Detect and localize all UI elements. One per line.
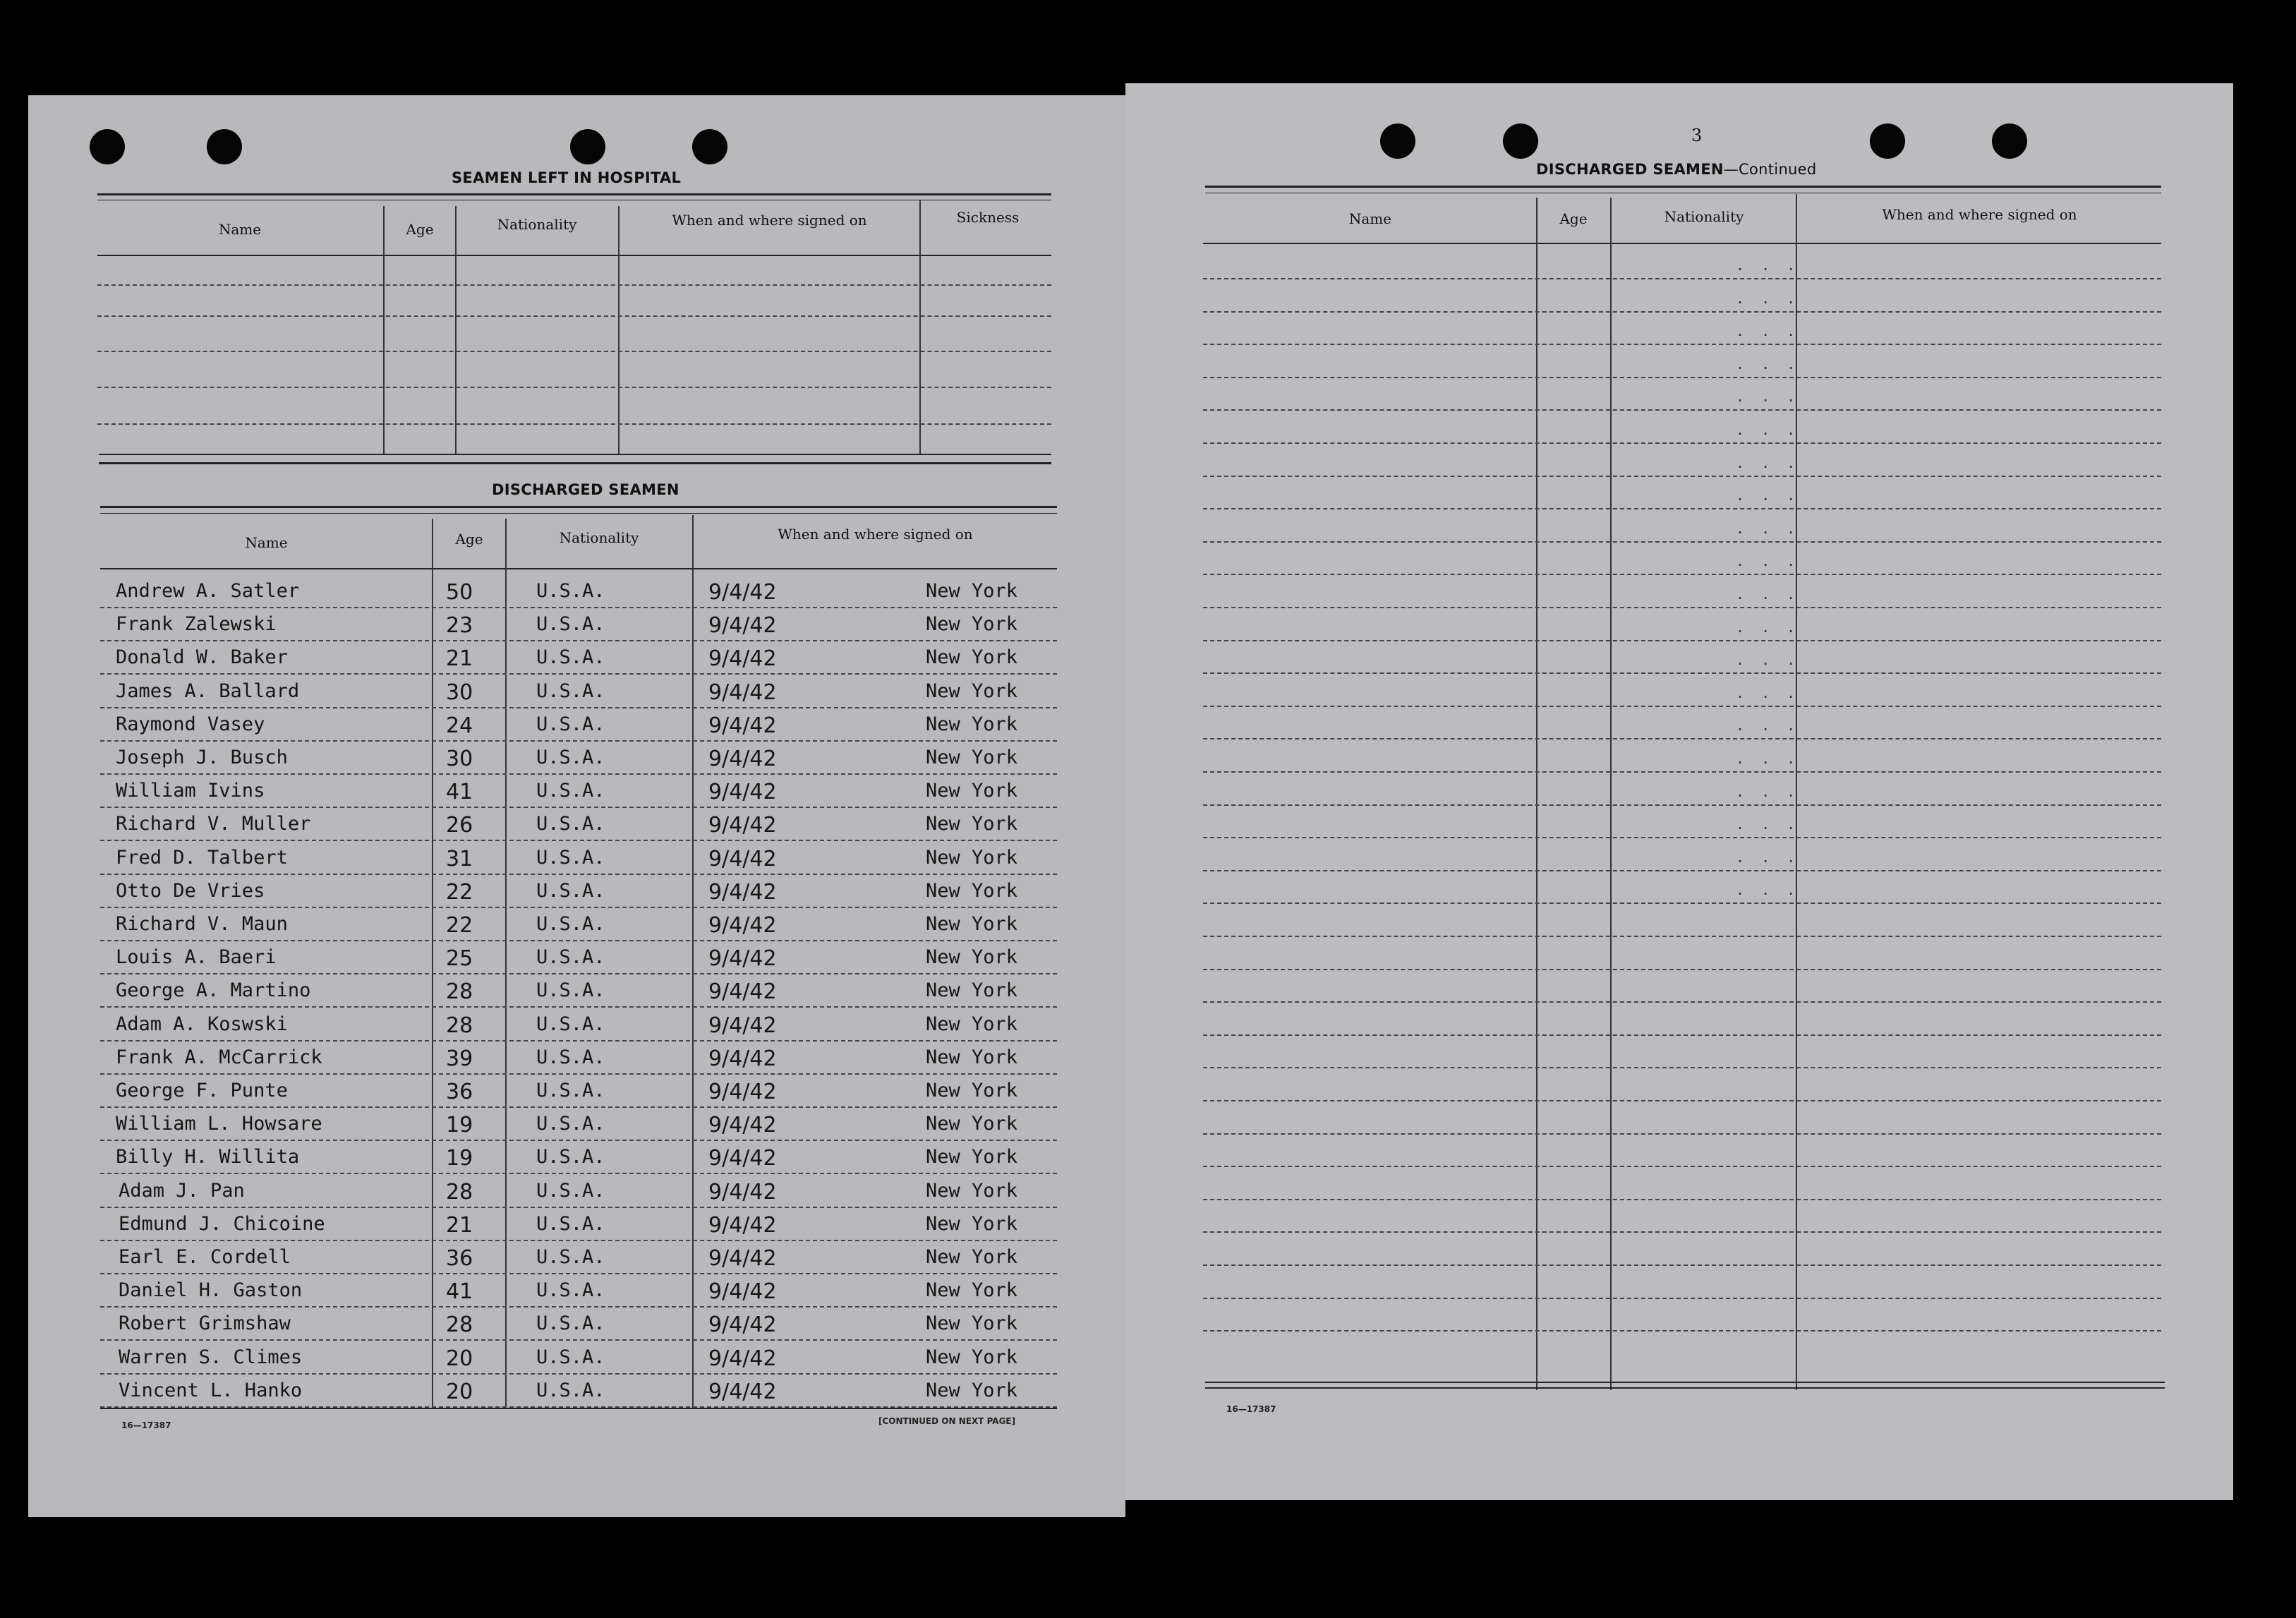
- seaman-signed-place: New York: [926, 979, 1018, 1001]
- seaman-nationality: U.S.A.: [536, 1346, 605, 1368]
- table-row-line: [1203, 1330, 2161, 1332]
- table-row-line: [1203, 771, 2161, 773]
- seaman-name: Warren S. Climes: [119, 1346, 303, 1368]
- ditto-marks: . . .: [1736, 816, 1800, 833]
- seaman-signed-place: New York: [926, 780, 1018, 802]
- seaman-signed-place: New York: [926, 913, 1018, 935]
- punch-hole: [692, 129, 727, 164]
- seaman-age: 22: [446, 913, 473, 938]
- seaman-age: 22: [446, 880, 473, 905]
- right-form-number: 16—17387: [1226, 1404, 1276, 1414]
- table-row-line: [100, 1373, 1057, 1375]
- table-row-line: [1203, 1133, 2161, 1135]
- seaman-signed-date: 9/4/42: [708, 1046, 777, 1071]
- right-section-title: [1536, 161, 1817, 178]
- seaman-nationality: U.S.A.: [536, 880, 605, 902]
- discharged-top-rule-thin: [100, 513, 1057, 514]
- seaman-name: Frank Zalewski: [116, 613, 277, 635]
- seaman-signed-place: New York: [926, 1346, 1018, 1368]
- seaman-nationality: U.S.A.: [536, 747, 605, 768]
- punch-hole: [1503, 123, 1538, 159]
- seaman-nationality: U.S.A.: [536, 979, 605, 1001]
- seaman-age: 28: [446, 1312, 473, 1337]
- table-row-line: [1203, 837, 2161, 838]
- discharged-bottom-rule: [100, 1408, 1057, 1409]
- seaman-age: 21: [446, 646, 473, 671]
- hospital-col-signed-on: When and where signed on: [672, 212, 867, 229]
- seaman-name: Vincent L. Hanko: [119, 1379, 303, 1401]
- discharged-col-name: Name: [245, 534, 288, 551]
- seaman-signed-date: 9/4/42: [708, 646, 777, 671]
- seaman-age: 28: [446, 1180, 473, 1205]
- ditto-marks: . . .: [1736, 849, 1800, 866]
- seaman-signed-place: New York: [926, 1379, 1018, 1401]
- seaman-signed-place: New York: [926, 847, 1018, 869]
- table-row-line: [100, 907, 1057, 908]
- seaman-signed-place: New York: [926, 1213, 1018, 1235]
- right-bottom-rule-2: [1205, 1387, 2165, 1389]
- table-row-line: [100, 840, 1057, 841]
- table-row-line: [1203, 1298, 2161, 1299]
- seaman-name: Earl E. Cordell: [119, 1246, 291, 1268]
- seaman-signed-place: New York: [926, 1180, 1018, 1202]
- seaman-signed-place: New York: [926, 880, 1018, 902]
- table-row-line: [100, 673, 1057, 675]
- seaman-age: 39: [446, 1046, 473, 1071]
- seaman-age: 24: [446, 713, 473, 738]
- table-row-line: [1203, 1100, 2161, 1101]
- punch-hole: [1380, 123, 1415, 159]
- seaman-name: Frank A. McCarrick: [116, 1046, 322, 1068]
- ditto-marks: . . .: [1736, 356, 1800, 373]
- seaman-age: 19: [446, 1146, 473, 1171]
- seaman-signed-date: 9/4/42: [708, 1146, 777, 1171]
- seaman-nationality: U.S.A.: [536, 580, 605, 602]
- discharged-top-rule: [100, 506, 1057, 508]
- seaman-signed-date: 9/4/42: [708, 747, 777, 771]
- seaman-name: George F. Punte: [116, 1080, 288, 1101]
- seaman-signed-place: New York: [926, 946, 1018, 968]
- seaman-name: George A. Martino: [116, 979, 311, 1001]
- discharged-col-nationality: Nationality: [559, 529, 639, 546]
- table-row-line: [1203, 607, 2161, 608]
- table-row-line: [100, 773, 1057, 775]
- seaman-name: Richard V. Maun: [116, 913, 288, 935]
- seaman-signed-place: New York: [926, 1013, 1018, 1035]
- page-number: 3: [1691, 126, 1703, 145]
- seaman-nationality: U.S.A.: [536, 813, 605, 835]
- seaman-nationality: U.S.A.: [536, 847, 605, 869]
- discharged-divider: [432, 519, 433, 1409]
- right-title-main: DISCHARGED SEAMEN: [1536, 161, 1724, 178]
- table-row-line: [100, 1207, 1057, 1208]
- hospital-divider: [383, 206, 385, 454]
- seaman-signed-date: 9/4/42: [708, 1346, 777, 1371]
- table-row-line: [1203, 706, 2161, 707]
- hospital-row-line: [97, 387, 1051, 388]
- seaman-signed-place: New York: [926, 613, 1018, 635]
- table-row-line: [100, 807, 1057, 808]
- ditto-marks: . . .: [1736, 487, 1800, 504]
- discharged-col-age: Age: [455, 531, 483, 548]
- table-row-line: [100, 874, 1057, 875]
- table-row-line: [1203, 344, 2161, 345]
- seaman-signed-date: 9/4/42: [708, 847, 777, 871]
- seaman-signed-place: New York: [926, 646, 1018, 668]
- seaman-nationality: U.S.A.: [536, 946, 605, 968]
- table-row-line: [100, 1306, 1057, 1308]
- ditto-marks: . . .: [1736, 520, 1800, 537]
- hospital-row-line: [97, 351, 1051, 352]
- ditto-marks: . . .: [1736, 454, 1800, 471]
- right-page: [1125, 83, 2233, 1500]
- right-header-rule: [1203, 243, 2161, 244]
- seaman-age: 20: [446, 1346, 473, 1371]
- discharged-divider: [505, 519, 507, 1409]
- ditto-marks: . . .: [1736, 717, 1800, 734]
- table-row-line: [1203, 1001, 2161, 1003]
- hospital-col-name: Name: [218, 221, 262, 238]
- seaman-signed-date: 9/4/42: [708, 1013, 777, 1038]
- seaman-signed-date: 9/4/42: [708, 680, 777, 705]
- left-form-number: 16—17387: [121, 1420, 171, 1430]
- table-row-line: [1203, 936, 2161, 937]
- ditto-marks: . . .: [1736, 619, 1800, 636]
- hospital-divider: [919, 200, 921, 454]
- table-row-line: [100, 1173, 1057, 1174]
- table-row-line: [100, 1339, 1057, 1341]
- table-row-line: [1203, 1264, 2161, 1266]
- punch-hole: [570, 129, 605, 164]
- seaman-nationality: U.S.A.: [536, 646, 605, 668]
- seaman-age: 23: [446, 613, 473, 638]
- right-col-name: Name: [1348, 210, 1392, 227]
- continued-note: [CONTINUED ON NEXT PAGE]: [878, 1416, 1016, 1426]
- table-row-line: [1203, 1231, 2161, 1233]
- right-col-age: Age: [1559, 210, 1588, 227]
- punch-hole: [207, 129, 242, 164]
- table-row-line: [100, 973, 1057, 974]
- table-row-line: [1203, 377, 2161, 378]
- table-row-line: [100, 640, 1057, 641]
- right-col-signed-on: When and where signed on: [1882, 206, 2077, 223]
- table-row-line: [1203, 738, 2161, 739]
- hospital-col-age: Age: [406, 221, 434, 238]
- seaman-name: Adam A. Koswski: [116, 1013, 288, 1035]
- hospital-bottom-rule: [99, 454, 1051, 455]
- seaman-name: Raymond Vasey: [116, 713, 265, 735]
- seaman-nationality: U.S.A.: [536, 913, 605, 935]
- ditto-marks: . . .: [1736, 881, 1800, 898]
- seaman-age: 26: [446, 813, 473, 838]
- seaman-signed-date: 9/4/42: [708, 1113, 777, 1137]
- seaman-signed-place: New York: [926, 1146, 1018, 1168]
- seaman-nationality: U.S.A.: [536, 1213, 605, 1235]
- seaman-name: William Ivins: [116, 780, 265, 802]
- hospital-row-line: [97, 423, 1051, 425]
- table-row-line: [1203, 804, 2161, 806]
- discharged-divider: [692, 515, 694, 1409]
- table-row-line: [1203, 969, 2161, 970]
- table-row-line: [100, 707, 1057, 708]
- seaman-age: 30: [446, 747, 473, 771]
- table-row-line: [1203, 1067, 2161, 1068]
- table-row-line: [1203, 311, 2161, 313]
- right-col-nationality: Nationality: [1664, 208, 1744, 225]
- seaman-signed-place: New York: [926, 713, 1018, 735]
- hospital-row-line: [97, 284, 1051, 286]
- seaman-name: Andrew A. Satler: [116, 580, 300, 602]
- hospital-divider: [455, 206, 457, 454]
- seaman-signed-date: 9/4/42: [708, 1213, 777, 1238]
- ditto-marks: . . .: [1736, 290, 1800, 307]
- right-bottom-rule: [1205, 1382, 2165, 1383]
- table-row-line: [100, 1140, 1057, 1141]
- hospital-top-rule: [97, 193, 1051, 195]
- seaman-signed-date: 9/4/42: [708, 613, 777, 638]
- seaman-name: Fred D. Talbert: [116, 847, 288, 869]
- punch-hole: [1992, 123, 2027, 159]
- seaman-signed-place: New York: [926, 1279, 1018, 1301]
- seaman-signed-place: New York: [926, 1080, 1018, 1101]
- seaman-nationality: U.S.A.: [536, 1279, 605, 1301]
- table-row-line: [1203, 442, 2161, 444]
- seaman-name: Louis A. Baeri: [116, 946, 277, 968]
- table-row-line: [100, 1040, 1057, 1042]
- seaman-nationality: U.S.A.: [536, 1080, 605, 1101]
- seaman-name: Donald W. Baker: [116, 646, 288, 668]
- right-title-suffix: —Continued: [1723, 161, 1817, 178]
- seaman-nationality: U.S.A.: [536, 1013, 605, 1035]
- table-row-line: [100, 740, 1057, 742]
- seaman-signed-place: New York: [926, 747, 1018, 768]
- seaman-age: 41: [446, 1279, 473, 1304]
- ditto-marks: . . .: [1736, 421, 1800, 438]
- hospital-header-rule: [97, 255, 1051, 256]
- seaman-age: 20: [446, 1379, 473, 1404]
- seaman-age: 50: [446, 580, 473, 605]
- seaman-signed-place: New York: [926, 813, 1018, 835]
- table-row-line: [1203, 278, 2161, 279]
- seaman-name: Billy H. Willita: [116, 1146, 300, 1168]
- seaman-age: 41: [446, 780, 473, 804]
- seaman-signed-date: 9/4/42: [708, 713, 777, 738]
- seaman-age: 28: [446, 979, 473, 1004]
- seaman-signed-date: 9/4/42: [708, 1080, 777, 1104]
- seaman-nationality: U.S.A.: [536, 1180, 605, 1202]
- seaman-signed-place: New York: [926, 680, 1018, 702]
- seaman-nationality: U.S.A.: [536, 680, 605, 702]
- seaman-signed-place: New York: [926, 1046, 1018, 1068]
- hospital-col-nationality: Nationality: [497, 216, 577, 233]
- table-row-line: [100, 1106, 1057, 1108]
- discharged-header-rule: [100, 568, 1057, 569]
- table-row-line: [1203, 1034, 2161, 1036]
- ditto-marks: . . .: [1736, 750, 1800, 767]
- table-row-line: [1203, 640, 2161, 641]
- ditto-marks: . . .: [1736, 684, 1800, 701]
- seaman-name: Adam J. Pan: [119, 1180, 245, 1202]
- table-row-line: [100, 607, 1057, 608]
- table-row-line: [1203, 672, 2161, 674]
- seaman-name: Richard V. Muller: [116, 813, 311, 835]
- seaman-signed-date: 9/4/42: [708, 580, 777, 605]
- punch-hole: [1870, 123, 1905, 159]
- hospital-section-title: SEAMEN LEFT IN HOSPITAL: [452, 169, 682, 186]
- table-row-line: [1203, 409, 2161, 411]
- ditto-marks: . . .: [1736, 257, 1800, 274]
- seaman-signed-date: 9/4/42: [708, 913, 777, 938]
- seaman-signed-date: 9/4/42: [708, 1246, 777, 1271]
- seaman-signed-date: 9/4/42: [708, 880, 777, 905]
- table-row-line: [100, 940, 1057, 941]
- seaman-signed-place: New York: [926, 580, 1018, 602]
- ditto-marks: . . .: [1736, 586, 1800, 603]
- table-row-line: [100, 1006, 1057, 1008]
- table-row-line: [1203, 1166, 2161, 1167]
- table-row-line: [1203, 476, 2161, 477]
- table-row-line: [100, 1073, 1057, 1075]
- seaman-nationality: U.S.A.: [536, 1146, 605, 1168]
- seaman-signed-place: New York: [926, 1113, 1018, 1135]
- seaman-signed-place: New York: [926, 1312, 1018, 1334]
- seaman-nationality: U.S.A.: [536, 613, 605, 635]
- seaman-name: James A. Ballard: [116, 680, 300, 702]
- seaman-nationality: U.S.A.: [536, 1046, 605, 1068]
- seaman-age: 36: [446, 1246, 473, 1271]
- seaman-age: 30: [446, 680, 473, 705]
- ditto-marks: . . .: [1736, 322, 1800, 339]
- seaman-signed-date: 9/4/42: [708, 946, 777, 971]
- table-row-line: [100, 1240, 1057, 1241]
- seaman-age: 21: [446, 1213, 473, 1238]
- hospital-col-sickness: Sickness: [956, 209, 1020, 226]
- punch-hole: [90, 129, 125, 164]
- seaman-name: Otto De Vries: [116, 880, 265, 902]
- ditto-marks: . . .: [1736, 388, 1800, 405]
- seaman-age: 28: [446, 1013, 473, 1038]
- seaman-name: Robert Grimshaw: [119, 1312, 291, 1334]
- seaman-nationality: U.S.A.: [536, 780, 605, 802]
- seaman-nationality: U.S.A.: [536, 1312, 605, 1334]
- seaman-signed-date: 9/4/42: [708, 1279, 777, 1304]
- hospital-row-line: [97, 315, 1051, 317]
- discharged-section-title: DISCHARGED SEAMEN: [492, 481, 679, 498]
- seaman-age: 25: [446, 946, 473, 971]
- seaman-name: Daniel H. Gaston: [119, 1279, 303, 1301]
- seaman-signed-date: 9/4/42: [708, 1180, 777, 1205]
- seaman-age: 19: [446, 1113, 473, 1137]
- right-top-rule: [1205, 186, 2161, 188]
- seaman-signed-date: 9/4/42: [708, 780, 777, 804]
- seaman-name: Edmund J. Chicoine: [119, 1213, 325, 1235]
- hospital-divider: [618, 206, 620, 454]
- discharged-col-signed-on: When and where signed on: [778, 526, 973, 543]
- ditto-marks: . . .: [1736, 783, 1800, 800]
- table-row-line: [1203, 574, 2161, 575]
- seaman-nationality: U.S.A.: [536, 1113, 605, 1135]
- seaman-signed-date: 9/4/42: [708, 1312, 777, 1337]
- seaman-signed-date: 9/4/42: [708, 979, 777, 1004]
- seaman-name: William L. Howsare: [116, 1113, 322, 1135]
- ditto-marks: . . .: [1736, 553, 1800, 569]
- table-row-line: [1203, 870, 2161, 871]
- seaman-name: Joseph J. Busch: [116, 747, 288, 768]
- table-row-line: [1203, 541, 2161, 543]
- hospital-bottom-rule-2: [99, 462, 1051, 464]
- seaman-signed-date: 9/4/42: [708, 1379, 777, 1404]
- seaman-signed-place: New York: [926, 1246, 1018, 1268]
- seaman-age: 36: [446, 1080, 473, 1104]
- table-row-line: [1203, 1199, 2161, 1200]
- ditto-marks: . . .: [1736, 651, 1800, 668]
- table-row-line: [100, 1273, 1057, 1274]
- table-row-line: [1203, 508, 2161, 509]
- seaman-nationality: U.S.A.: [536, 1379, 605, 1401]
- seaman-signed-date: 9/4/42: [708, 813, 777, 838]
- seaman-nationality: U.S.A.: [536, 713, 605, 735]
- seaman-nationality: U.S.A.: [536, 1246, 605, 1268]
- table-row-line: [1203, 902, 2161, 904]
- seaman-age: 31: [446, 847, 473, 871]
